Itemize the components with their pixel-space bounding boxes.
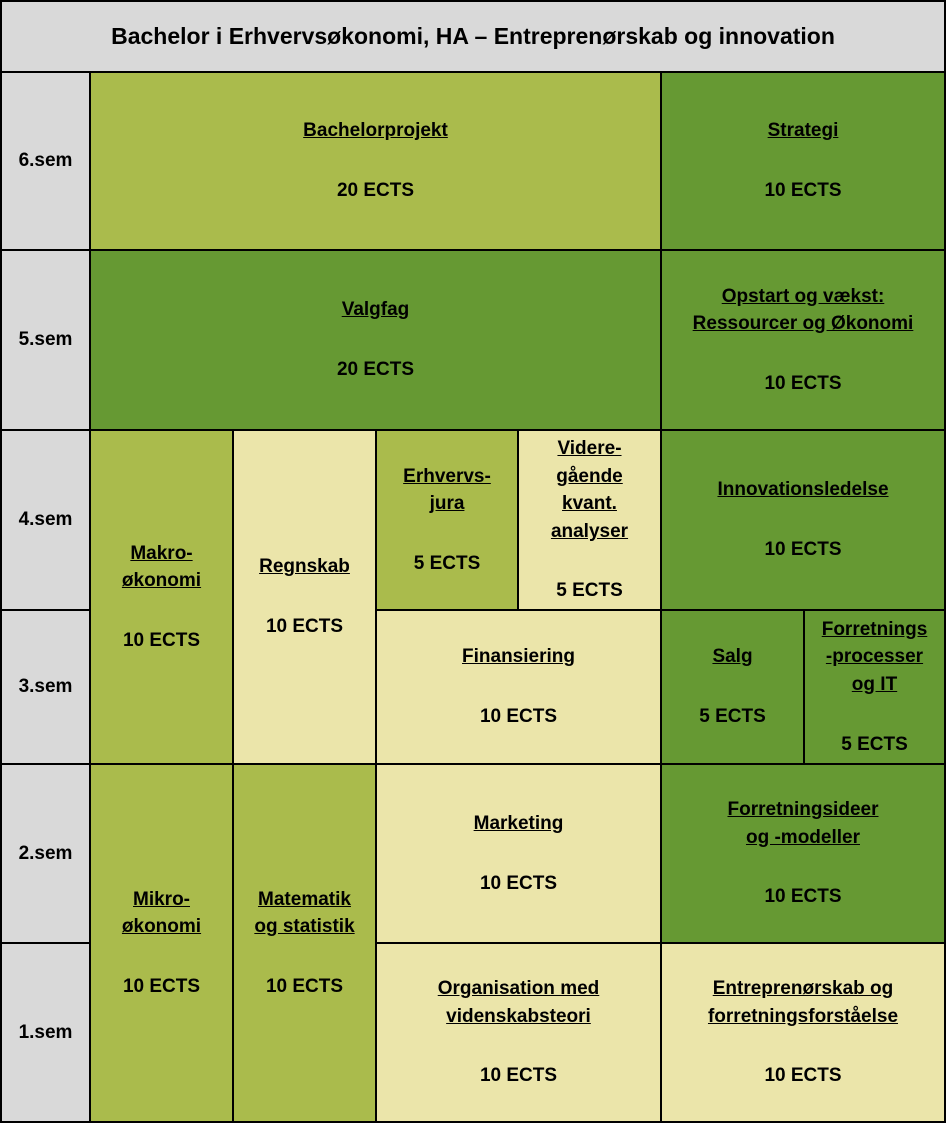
course-forretningsprocesser [803,609,946,765]
course-ects: 5 ECTS [556,580,623,602]
course-name-line: Matematik [258,888,351,910]
course-makro [89,429,234,765]
course-innovationsledelse [660,429,946,611]
course-erhvervsjura [375,429,519,611]
course-name-line: Erhvervs- [403,465,491,487]
course-name-line: Forretningsideer [727,799,879,821]
course-ects: 5 ECTS [699,706,766,727]
semester-label-4: 4.sem [0,429,91,611]
course-ects: 20 ECTS [336,359,415,380]
course-name-line: Innovationsledelse [717,479,889,501]
semester-label-6: 6.sem [0,71,91,251]
course-salg [660,609,805,765]
course-ects: 5 ECTS [413,552,481,574]
course-name-line: Opstart og vækst: [721,285,885,307]
semester-label-2: 2.sem [0,763,91,944]
course-name-line: økonomi [121,916,202,938]
course-mikro [89,763,234,1123]
course-marketing [375,763,662,944]
course-ects: 10 ECTS [265,975,344,997]
course-name-line: gående [556,465,623,487]
course-name-line: Strategi [767,120,839,142]
course-entreprenorskab [660,942,946,1123]
course-name-line: videnskabsteori [446,1005,591,1027]
course-name-line: forretningsforståelse [707,1005,899,1027]
course-ects: 20 ECTS [336,180,415,201]
course-matematik [232,763,377,1123]
semester-label-3: 3.sem [0,609,91,765]
course-ects: 10 ECTS [764,372,842,394]
course-ects: 5 ECTS [841,733,908,755]
course-name-line: Makro- [130,542,193,564]
course-name-line: Mikro- [133,888,190,910]
course-ects: 10 ECTS [764,886,842,908]
page-title [0,0,946,73]
course-name-line: Finansiering [462,646,575,668]
course-name-line: Forretnings [821,618,928,640]
course-ects: 10 ECTS [764,180,842,201]
course-name-line: Entreprenørskab og [712,978,894,1000]
course-name-line: -processer [825,646,924,668]
course-name-line: analyser [550,520,629,542]
course-bachelorprojekt [89,71,662,251]
course-name-line: Bachelorprojekt [303,120,448,142]
course-organisation [375,942,662,1123]
semester-label-1: 1.sem [0,942,91,1123]
course-ects: 10 ECTS [764,1065,842,1087]
course-forretningsideer [660,763,946,944]
course-ects: 10 ECTS [764,539,842,560]
course-name-line: og -modeller [745,826,860,848]
course-finansiering [375,609,662,765]
course-name-line: Organisation med [437,978,600,1000]
course-name-line: Marketing [473,812,564,834]
course-name-line: Valgfag [341,299,410,321]
course-name-line: Ressourcer og Økonomi [692,313,914,335]
semester-label-5: 5.sem [0,249,91,431]
course-ects: 10 ECTS [122,629,201,651]
course-ects: 10 ECTS [122,975,201,997]
course-strategi [660,71,946,251]
course-opstart [660,249,946,431]
course-name-line: og IT [851,674,898,695]
course-name-line: økonomi [121,570,202,592]
course-name-line: jura [429,493,465,515]
course-regnskab [232,429,377,765]
course-name-line: Videre- [557,438,622,460]
course-name-line: Regnskab [259,556,350,578]
course-ects: 10 ECTS [479,706,558,727]
course-valgfag [89,249,662,431]
page-title-text: Bachelor i Erhvervsøkonomi, HA – Entreprenørskab og innovation [111,23,835,49]
course-name-line: og statistik [254,916,355,938]
course-ects: 10 ECTS [479,872,558,894]
course-name-line: kvant. [562,493,617,515]
course-ects: 10 ECTS [479,1065,558,1087]
course-viderekvant [517,429,662,611]
course-name-line: Salg [712,646,753,668]
course-ects: 10 ECTS [265,616,344,637]
